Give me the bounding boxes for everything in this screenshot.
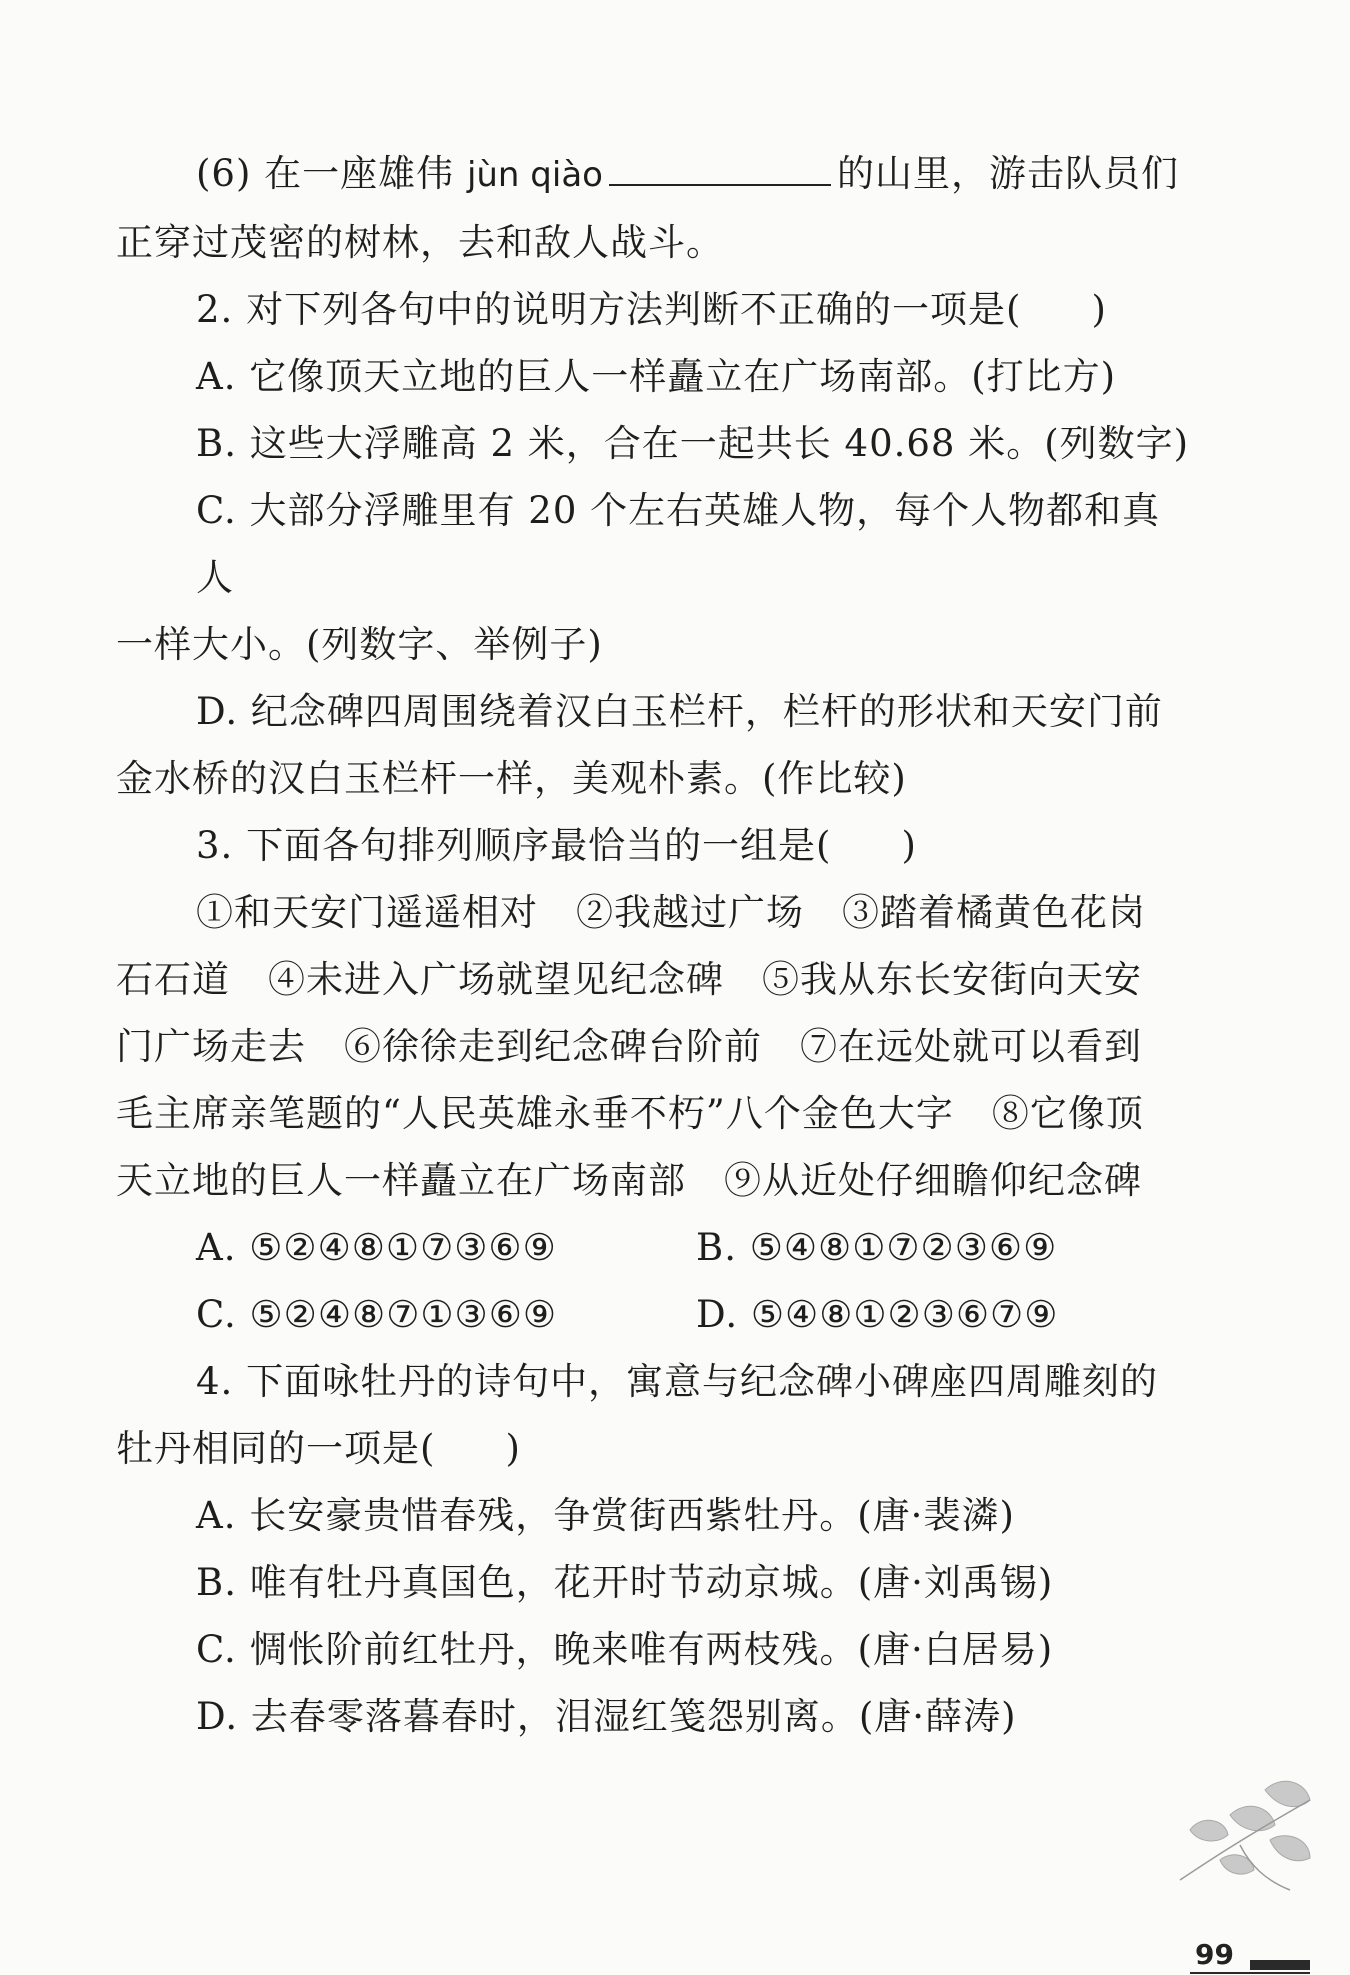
q4-stem-line2 <box>116 1415 1196 1482</box>
q1-6-text-a: (6) 在一座雄伟 <box>196 152 455 195</box>
page-number-underline <box>1190 1972 1310 1974</box>
pinyin: jùn qiào <box>466 155 603 195</box>
q3-sentences-line5: 天立地的巨人一样矗立在广场南部 ⑨从近处仔细瞻仰纪念碑 <box>116 1159 1142 1202</box>
q2-stem <box>116 276 1196 343</box>
q2-option-d-line2: 金水桥的汉白玉栏杆一样，美观朴素。(作比较) <box>116 757 907 800</box>
q3-sentences-line2: 石石道 ④未进入广场就望见纪念碑 ⑤我从东长安街向天安 <box>116 958 1142 1001</box>
leaf-decoration-icon <box>1170 1770 1320 1900</box>
q1-6-text-b: 的山里，游击队员们 <box>836 152 1179 195</box>
q4-stem-text: 牡丹相同的一项是( <box>116 1427 436 1470</box>
q4-option-c: C. 惆怅阶前红牡丹，晚来唯有两枝残。(唐·白居易) <box>196 1628 1054 1671</box>
q3-options-row2 <box>116 1281 1196 1348</box>
q4-option-a: A. 长安豪贵惜春残，争赏街西紫牡丹。(唐·裴潾) <box>196 1494 1015 1537</box>
q3-sentences-line1: ①和天安门遥遥相对 ②我越过广场 ③踏着橘黄色花岗 <box>196 891 1146 934</box>
q2-option-d-line1: D. 纪念碑四周围绕着汉白玉栏杆，栏杆的形状和天安门前 <box>196 690 1163 733</box>
q4-option-b: B. 唯有牡丹真国色，花开时节动京城。(唐·刘禹锡) <box>196 1561 1054 1604</box>
q1-6-line2: 正穿过茂密的树林，去和敌人战斗。 <box>116 221 724 264</box>
page-number: 99 <box>1195 1938 1234 1971</box>
page-number-bar <box>1250 1960 1310 1970</box>
page-content <box>116 140 1196 1750</box>
q3-sentences-line4: 毛主席亲笔题的“人民英雄永垂不朽”八个金色大字 ⑧它像顶 <box>116 1092 1144 1135</box>
q1-6-line1 <box>116 140 1196 209</box>
q3-option-a: A. ⑤②④⑧①⑦③⑥⑨ <box>196 1226 557 1269</box>
q4-option-d: D. 去春零落暮春时，泪湿红笺怨别离。(唐·薛涛) <box>196 1695 1017 1738</box>
q2-option-c-line2: 一样大小。(列数字、举例子) <box>116 623 603 666</box>
q3-stem <box>116 812 1196 879</box>
q3-sentences-line3: 门广场走去 ⑥徐徐走到纪念碑台阶前 ⑦在远处就可以看到 <box>116 1025 1142 1068</box>
q4-stem-end: ) <box>505 1427 521 1470</box>
q3-options-row1 <box>116 1214 1196 1281</box>
q3-stem-text: 3. 下面各句排列顺序最恰当的一组是( <box>196 824 832 867</box>
answer-blank[interactable] <box>609 150 831 186</box>
q3-option-c: C. ⑤②④⑧⑦①③⑥⑨ <box>196 1293 558 1336</box>
q4-stem-line1: 4. 下面咏牡丹的诗句中，寓意与纪念碑小碑座四周雕刻的 <box>196 1360 1159 1403</box>
q3-stem-end: ) <box>901 824 917 867</box>
q3-option-b: B. ⑤④⑧①⑦②③⑥⑨ <box>696 1226 1058 1269</box>
q2-option-b: B. 这些大浮雕高 2 米，合在一起共长 40.68 米。(列数字) <box>196 422 1190 465</box>
q2-stem-text: 2. 对下列各句中的说明方法判断不正确的一项是( <box>196 288 1022 331</box>
q2-option-a: A. 它像顶天立地的巨人一样矗立在广场南部。(打比方) <box>196 355 1117 398</box>
q3-option-d: D. ⑤④⑧①②③⑥⑦⑨ <box>696 1293 1059 1336</box>
q2-stem-end: ) <box>1091 288 1107 331</box>
q2-option-c-line1: C. 大部分浮雕里有 20 个左右英雄人物，每个人物都和真人 <box>196 489 1161 599</box>
